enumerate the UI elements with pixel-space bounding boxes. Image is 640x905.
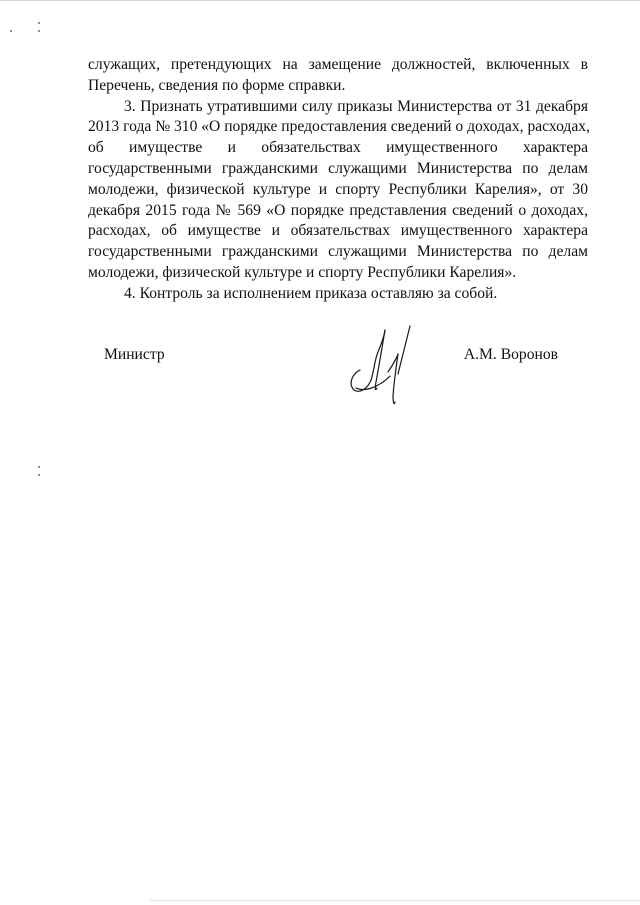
handwritten-signature [338, 322, 428, 417]
text-line: государственными гражданскими служащими Министерства по делам [88, 159, 588, 177]
signatory-name: А.М. Воронов [463, 346, 558, 363]
scan-speck [38, 466, 40, 468]
scan-bottom-edge [150, 900, 640, 901]
document-body [88, 55, 588, 305]
text-line: молодежи, физической культуре и спорту Республики Карелия». [88, 263, 517, 281]
scan-speck [10, 30, 12, 32]
signatory-title: Министр [104, 346, 165, 363]
text-line: расходах, об имуществе и обязательствах имущественного характера [88, 222, 588, 240]
paragraph-3-first-line: 3. Признать утратившими силу приказы Министерства от 31 декабря [124, 97, 588, 115]
signature-block [88, 346, 588, 406]
text-line: Перечень, сведения по форме справки. [88, 76, 346, 94]
text-line: об имуществе и обязательствах имущественного характера [88, 139, 588, 157]
scan-top-edge [0, 0, 640, 1]
text-line: 2013 года № 310 «О порядке предоставления сведений о доходах, расходах, [88, 118, 590, 136]
text-line: государственными гражданскими служащими Министерства по делам [88, 243, 588, 261]
text-line: декабря 2015 года № 569 «О порядке представления сведений о доходах, [88, 201, 588, 219]
text-line: служащих, претендующих на замещение должностей, включенных в [88, 56, 588, 73]
scan-speck [38, 30, 40, 32]
scan-speck [38, 22, 40, 24]
paragraph-4-line: 4. Контроль за исполнением приказа оставляю за собой. [124, 284, 498, 302]
text-line: молодежи, физической культуре и спорту Республики Карелия», от 30 [88, 180, 588, 198]
scan-speck [38, 474, 40, 476]
